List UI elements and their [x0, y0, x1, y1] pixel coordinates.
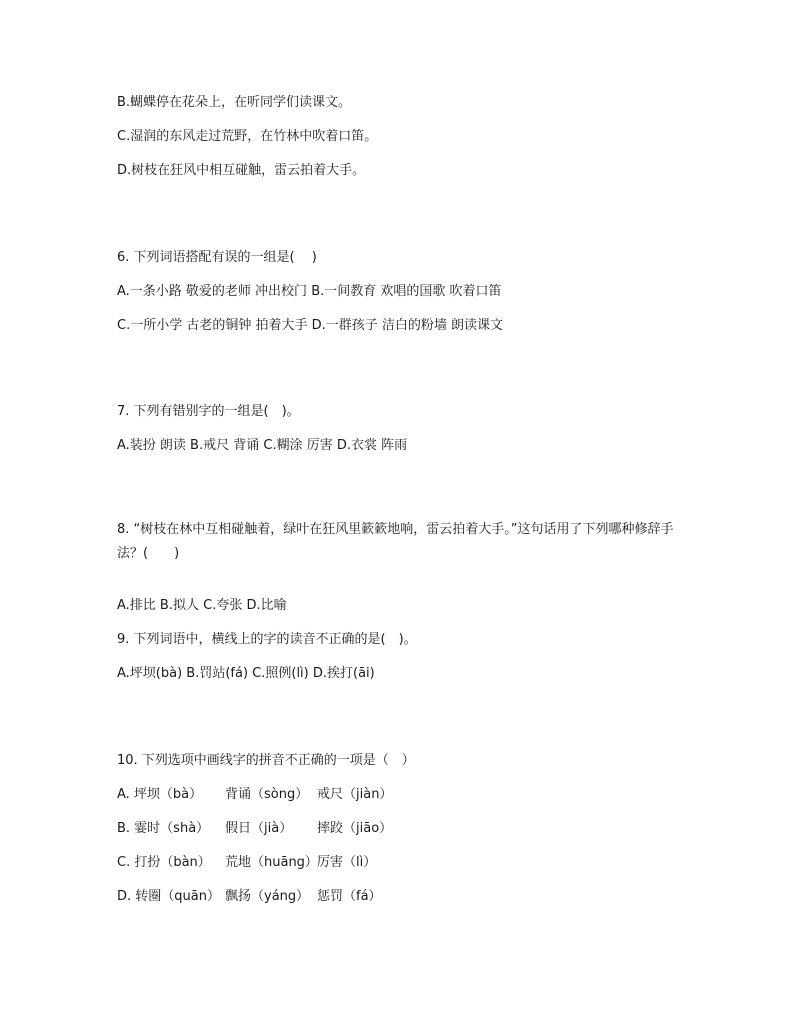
q8-stem: 8. “树枝在林中互相碰触着，绿叶在狂风里簌簌地响，雷云拍着大手。”这句话用了下列哪种修辞手法？( )	[117, 522, 674, 561]
prev-option-c: C.湿润的东风走过荒野，在竹林中吹着口笛。	[117, 129, 378, 144]
q6-stem: 6. 下列词语搭配有误的一组是( )	[117, 250, 317, 265]
q10-option-cell: 飘扬（yáng）	[225, 889, 310, 904]
q10-option-cell: C. 打扮（bàn）	[117, 855, 211, 870]
q6-options-line2: C.一所小学 古老的铜钟 拍着大手 D.一群孩子 洁白的粉墙 朗读课文	[117, 318, 504, 333]
q10-option-cell: 惩罚（fá）	[317, 889, 382, 904]
q8-options: A.排比 B.拟人 C.夸张 D.比喻	[117, 598, 287, 613]
q10-option-cell: 荒地（huāng）	[225, 855, 318, 870]
q10-option-cell: 摔跤（jiāo）	[317, 821, 393, 836]
q10-option-cell: A. 坪坝（bà）	[117, 787, 203, 802]
prev-option-b: B.蝴蝶停在花朵上，在听同学们读课文。	[117, 95, 352, 110]
q10-stem: 10. 下列选项中画线字的拼音不正确的一项是（ ）	[117, 753, 415, 768]
q10-option-cell: B. 霎时（shà）	[117, 821, 210, 836]
q10-option-cell: D. 转圈（quān）	[117, 889, 220, 904]
q9-options: A.坪坝(bà) B.罚站(fá) C.照例(lì) D.挨打(āi)	[117, 666, 375, 681]
prev-option-d: D.树枝在狂风中相互碰触，雷云拍着大手。	[117, 163, 366, 178]
q10-option-row	[117, 889, 407, 905]
q10-option-cell: 戒尺（jiàn）	[317, 787, 393, 802]
q7-options: A.装扮 朗读 B.戒尺 背诵 C.糊涂 厉害 D.衣裳 阵雨	[117, 438, 408, 453]
q10-option-row	[117, 821, 407, 837]
q9-stem: 9. 下列词语中，横线上的字的读音不正确的是( )。	[117, 632, 417, 647]
q10-option-row	[117, 787, 407, 803]
q10-option-row	[117, 855, 407, 871]
q6-options-line1: A.一条小路 敬爱的老师 冲出校门 B.一间教育 欢唱的国歌 吹着口笛	[117, 284, 502, 299]
q10-option-cell: 厉害（lì）	[317, 855, 377, 870]
q10-option-cell: 背诵（sòng）	[225, 787, 309, 802]
q7-stem: 7. 下列有错别字的一组是( )。	[117, 404, 300, 419]
q10-option-cell: 假日（jià）	[225, 821, 293, 836]
